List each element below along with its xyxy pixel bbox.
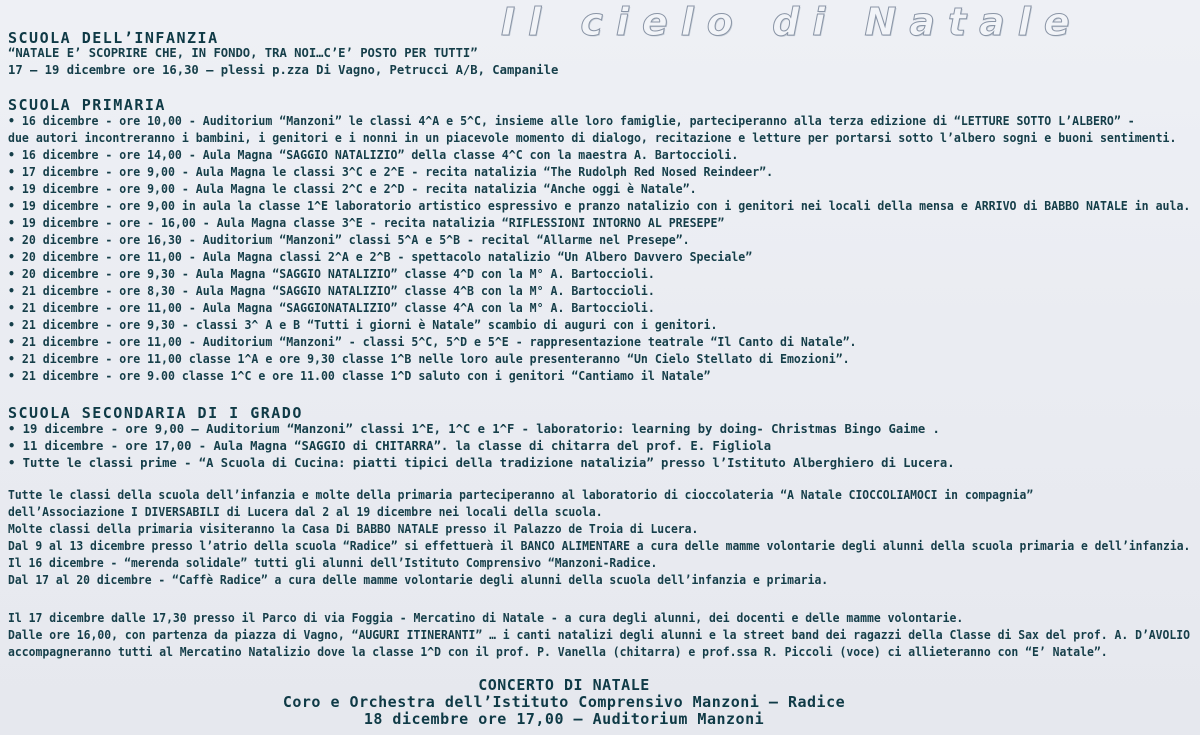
section-primaria <box>8 113 1200 385</box>
concert-line: 18 dicembre ore 17,00 – Auditorium Manzoni <box>363 710 765 728</box>
section-infanzia <box>8 45 558 79</box>
list-item: • 16 dicembre - ore 10,00 - Auditorium “Manzoni” le classi 4^A e 5^C, insieme alle loro famiglie, parteciperanno alla terza edizione di “LETTURE SOTTO L’ALBERO” - <box>8 114 1135 128</box>
list-item: • 19 dicembre - ore - 16,00 - Aula Magna classe 3^E - recita natalizia “RIFLESSIONI INTORNO AL PRESEPE” <box>8 216 725 230</box>
list-item: • 11 dicembre - ore 17,00 - Aula Magna “SAGGIO di CHITARRA”. la classe di chitarra del prof. E. Figliola <box>8 439 772 453</box>
list-item: • 19 dicembre - ore 9,00 – Auditorium “Manzoni” classi 1^E, 1^C e 1^F - laboratorio: learning by doing- Christmas Bingo Gaime . <box>8 422 940 436</box>
list-item: • 21 dicembre - ore 9,30 - classi 3^ A e B “Tutti i giorni è Natale” scambio di auguri con i genitori. <box>8 318 718 332</box>
list-item: • 21 dicembre - ore 11,00 classe 1^A e ore 9,30 classe 1^B nelle loro aule presenteranno “Un Cielo Stellato di Emozioni”. <box>8 352 850 366</box>
poster <box>8 0 1196 735</box>
page-title: Il cielo di Natale <box>501 0 1083 44</box>
text-line: Tutte le classi della scuola dell’infanzia e molte della primaria parteciperanno al laboratorio di cioccolateria “A Natale CIOCCOLIAMOCI in compagnia” <box>8 488 1034 502</box>
list-item: • Tutte le classi prime - “A Scuola di Cucina: piatti tipici della tradizione natalizia” presso l’Istituto Alberghiero di Lucera. <box>8 456 955 470</box>
list-item: • 16 dicembre - ore 14,00 - Aula Magna “SAGGIO NATALIZIO” della classe 4^C con la maestra A. Bartoccioli. <box>8 148 739 162</box>
list-item: • 21 dicembre - ore 8,30 - Aula Magna “SAGGIO NATALIZIO” classe 4^B con la M° A. Bartoccioli. <box>8 284 655 298</box>
list-item: • 20 dicembre - ore 16,30 - Auditorium “Manzoni” classi 5^A e 5^B - recital “Allarme nel Presepe”. <box>8 233 690 247</box>
section-mercatino <box>8 610 1200 661</box>
list-item: • 21 dicembre - ore 11,00 - Aula Magna “SAGGIONATALIZIO” classe 4^A con la M° A. Bartoccioli. <box>8 301 655 315</box>
list-item: • 19 dicembre - ore 9,00 in aula la classe 1^E laboratorio artistico espressivo e pranzo natalizio con i genitori nei locali della mensa e ARRIVO di BABBO NATALE in aula. <box>8 199 1191 213</box>
section-heading-primaria: SCUOLA PRIMARIA <box>8 96 166 114</box>
text-line: “NATALE E’ SCOPRIRE CHE, IN FONDO, TRA NOI…C’E’ POSTO PER TUTTI” <box>8 46 478 60</box>
text-line: Il 16 dicembre - “merenda solidale” tutti gli alunni dell’Istituto Comprensivo “Manzoni-Radice. <box>8 556 658 570</box>
section-general <box>8 487 1200 589</box>
list-item: due autori incontreranno i bambini, i genitori e i nonni in un piacevole momento di dialogo, recitazione e letture per portarsi sotto l’albero sogni e buoni sentimenti. <box>8 131 1177 145</box>
list-item: • 20 dicembre - ore 11,00 - Aula Magna classi 2^A e 2^B - spettacolo natalizio “Un Albero Davvero Speciale” <box>8 250 753 264</box>
text-line: accompagneranno tutti al Mercatino Natalizio dove la classe 1^D con il prof. P. Vanella (chitarra) e prof.ssa R. Piccoli (voce) ci allieteranno con “E’ Natale”. <box>8 645 1108 659</box>
list-item: • 17 dicembre - ore 9,00 - Aula Magna le classi 3^C e 2^E - recita natalizia “The Rudolph Red Nosed Reindeer”. <box>8 165 774 179</box>
text-line: 17 – 19 dicembre ore 16,30 – plessi p.zza Di Vagno, Petrucci A/B, Campanile <box>8 63 559 77</box>
text-line: Il 17 dicembre dalle 17,30 presso il Parco di via Foggia - Mercatino di Natale - a cura degli alunni, dei docenti e delle mamme volontarie. <box>8 611 964 625</box>
text-line: Dalle ore 16,00, con partenza da piazza di Vagno, “AUGURI ITINERANTI” … i canti natalizi degli alunni e la street band dei ragazzi della Classe di Sax del prof. A. D’AVOLIO <box>8 628 1191 642</box>
text-line: dell’Associazione I DIVERSABILI di Lucera dal 2 al 19 dicembre nei locali della scuola. <box>8 505 603 519</box>
text-line: Dal 9 al 13 dicembre presso l’atrio della scuola “Radice” si effettuerà il BANCO ALIMENTARE a cura delle mamme volontarie degli alunni della scuola primaria e dell’infanzia. <box>8 539 1191 553</box>
list-item: • 20 dicembre - ore 9,30 - Aula Magna “SAGGIO NATALIZIO” classe 4^D con la M° A. Bartoccioli. <box>8 267 655 281</box>
section-secondaria <box>8 421 955 472</box>
section-heading-secondaria: SCUOLA SECONDARIA DI I GRADO <box>8 404 303 422</box>
list-item: • 21 dicembre - ore 9.00 classe 1^C e ore 11.00 classe 1^D saluto con i genitori “Cantiamo il Natale” <box>8 369 711 383</box>
concert-line: Coro e Orchestra dell’Istituto Comprensivo Manzoni – Radice <box>282 693 846 711</box>
text-line: Dal 17 al 20 dicembre - “Caffè Radice” a cura delle mamme volontarie degli alunni della scuola dell’infanzia e primaria. <box>8 573 829 587</box>
concert-title: CONCERTO DI NATALE <box>478 676 650 694</box>
list-item: • 21 dicembre - ore 11,00 - Auditorium “Manzoni” - classi 5^C, 5^D e 5^E - rappresentazione teatrale “Il Canto di Natale”. <box>8 335 857 349</box>
concert-block <box>8 677 1120 728</box>
text-line: Molte classi della primaria visiteranno la Casa Di BABBO NATALE presso il Palazzo de Troia di Lucera. <box>8 522 699 536</box>
list-item: • 19 dicembre - ore 9,00 - Aula Magna le classi 2^C e 2^D - recita natalizia “Anche oggi è Natale”. <box>8 182 697 196</box>
section-heading-infanzia: SCUOLA DELL’INFANZIA <box>8 29 219 47</box>
